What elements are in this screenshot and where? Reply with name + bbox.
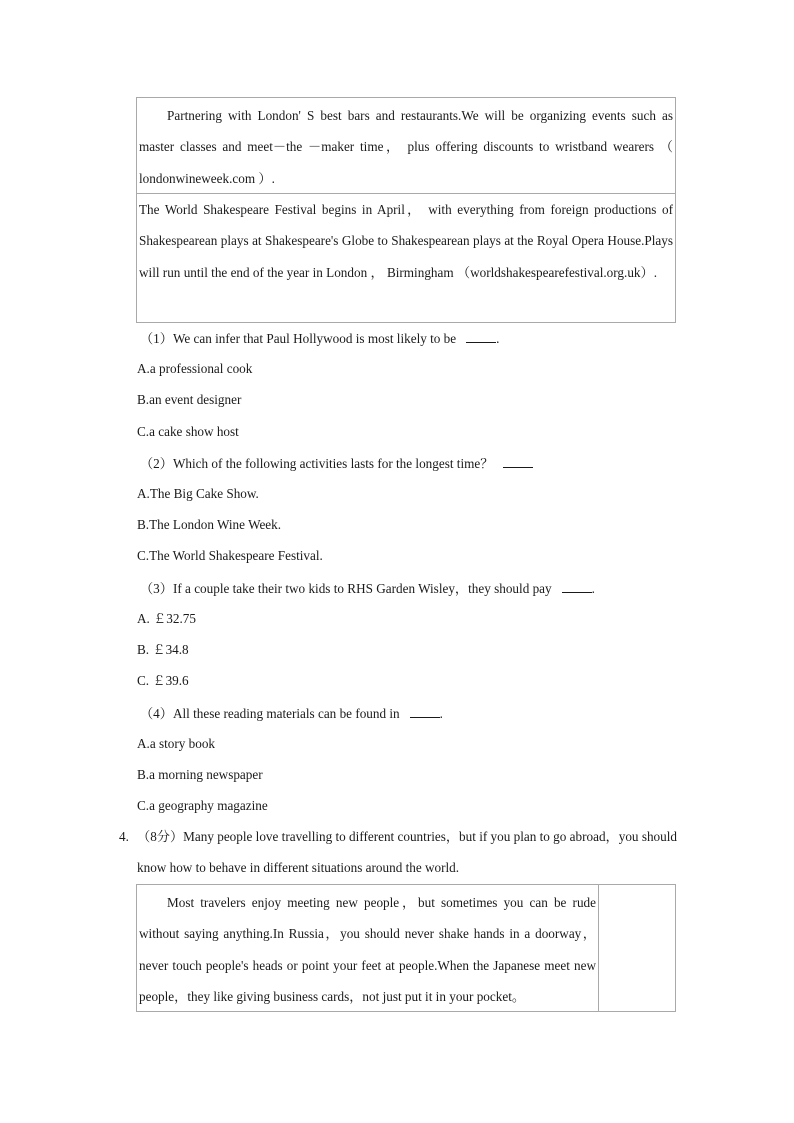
answer-blank-1[interactable]	[466, 330, 496, 343]
answer-blank-2[interactable]	[503, 455, 533, 468]
question-1-stem: （1）We can infer that Paul Hollywood is most likely to be	[140, 331, 457, 346]
section-4-number: 4.	[119, 829, 129, 844]
passage-table-1	[136, 97, 676, 323]
question-1-end: .	[496, 331, 500, 346]
question-2	[140, 455, 533, 472]
passage-table-2	[136, 884, 676, 1012]
question-4-end: .	[439, 706, 443, 721]
wine-week-text: Partnering with London' S best bars and restaurants.We will be organizing events such as master classes and meet－the －maker time， plus offering discounts to wristband wearers （ londonwineweek.com ）.	[139, 108, 673, 186]
question-3-stem: （3）If a couple take their two kids to RHS Garden Wisley，they should pay	[140, 581, 552, 596]
question-4	[140, 705, 443, 722]
option-1c[interactable]: C.a cake show host	[137, 424, 239, 439]
etiquette-text: Most travelers enjoy meeting new people，but sometimes you can be rude without saying anything.In Russia，you should never shake hands in a doorway，never touch people's heads or point your feet at people.When the Japanese meet new people，they like giving business cards，not just put it in your pocket。	[139, 895, 596, 1004]
answer-blank-4[interactable]	[410, 705, 440, 718]
option-2b[interactable]: B.The London Wine Week.	[137, 517, 282, 532]
answer-blank-3[interactable]	[562, 580, 592, 593]
option-2a[interactable]: A.The Big Cake Show.	[137, 486, 259, 501]
table-row-wine-week	[137, 98, 675, 194]
question-1	[140, 330, 499, 347]
table-cell-empty	[599, 885, 675, 1011]
shakespeare-text: The World Shakespeare Festival begins in April， with everything from foreign productions of Shakespearean plays at Shakespeare's Globe to Shakespearean plays at the Royal Opera House.Plays will run until the end of the year in London ， Birmingham （worldshakespearefestival.org.uk）.	[139, 202, 673, 280]
option-3c[interactable]: C. ￡39.6	[137, 673, 189, 688]
option-1a[interactable]: A.a professional cook	[137, 361, 253, 376]
question-3	[140, 580, 595, 597]
option-4c[interactable]: C.a geography magazine	[137, 798, 268, 813]
question-4-stem: （4）All these reading materials can be found in	[140, 706, 400, 721]
option-2c[interactable]: C.The World Shakespeare Festival.	[137, 548, 323, 563]
table-row-shakespeare	[137, 194, 675, 322]
section-4-intro: （8分）Many people love travelling to different countries，but if you plan to go abroad，you should know how to behave in different situations around the world.	[137, 829, 677, 876]
option-4a[interactable]: A.a story book	[137, 736, 216, 751]
table-cell-etiquette	[137, 885, 599, 1011]
option-3b[interactable]: B. ￡34.8	[137, 642, 189, 657]
option-1b[interactable]: B.an event designer	[137, 392, 242, 407]
option-4b[interactable]: B.a morning newspaper	[137, 767, 263, 782]
question-2-stem: （2）Which of the following activities lasts for the longest time？	[140, 456, 494, 471]
question-3-end: .	[591, 581, 595, 596]
option-3a[interactable]: A. ￡32.75	[137, 611, 196, 626]
